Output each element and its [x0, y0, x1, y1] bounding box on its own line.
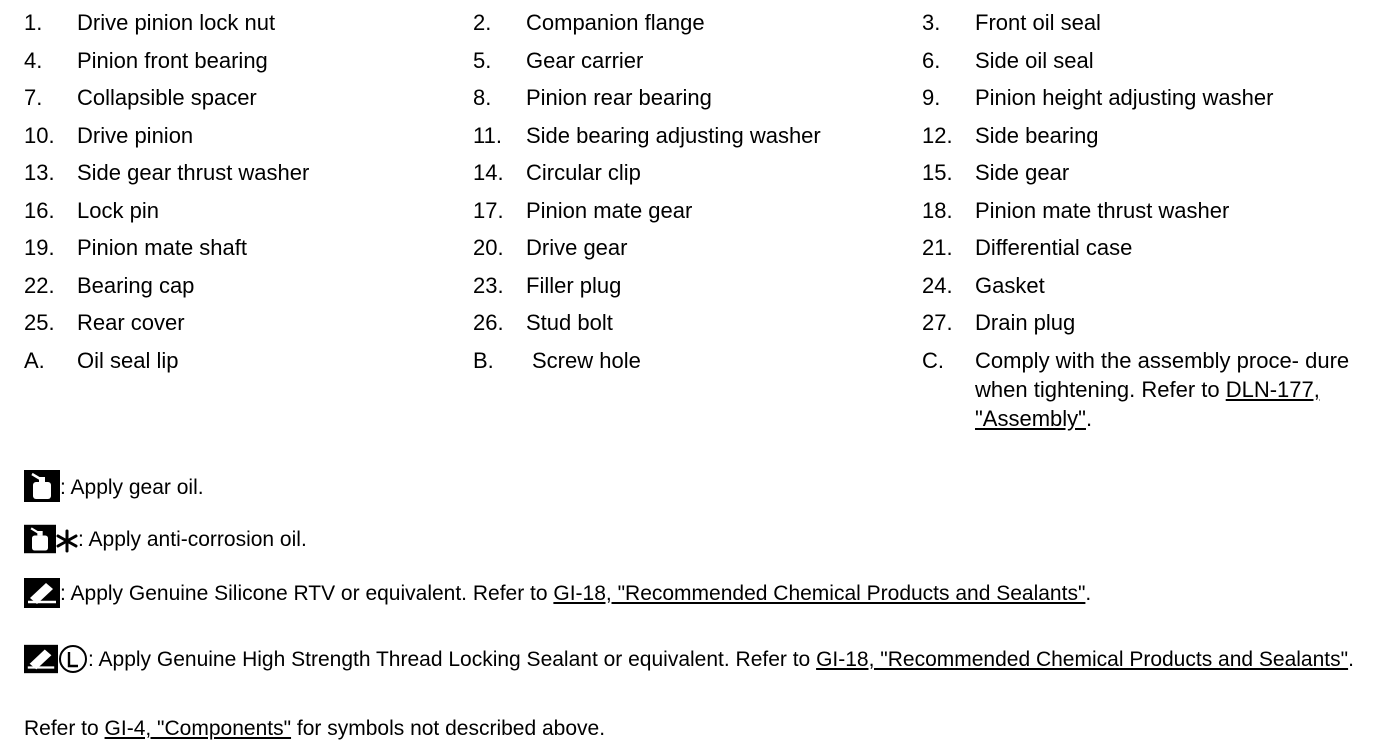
part-item	[473, 271, 922, 300]
part-number: 23.	[473, 272, 504, 298]
part-number: 6.	[922, 47, 941, 73]
part-name: Drive pinion lock nut	[77, 10, 276, 35]
note-label: Screw hole	[532, 347, 641, 373]
note-c-text	[975, 346, 1364, 433]
part-name: Filler plug	[526, 272, 622, 298]
sealants-link[interactable]: GI-18, "Recommended Chemical Products and Sealants"	[553, 582, 1086, 605]
part-item	[24, 308, 473, 337]
part-name: Pinion mate thrust washer	[975, 197, 1230, 223]
part-item	[24, 46, 473, 75]
legend-tail: .	[1085, 582, 1092, 605]
assembly-link[interactable]: DLN-177, "Assembly"	[975, 376, 1320, 431]
part-number: 5.	[473, 47, 492, 73]
part-number: 16.	[24, 197, 55, 223]
circled-l-icon	[58, 644, 88, 674]
part-name: Lock pin	[77, 197, 159, 223]
parts-row	[24, 308, 1364, 346]
part-item	[24, 121, 473, 150]
part-number: 24.	[922, 272, 953, 298]
part-name: Pinion mate gear	[526, 197, 693, 223]
part-item	[24, 158, 473, 187]
part-number: 12.	[922, 122, 953, 148]
part-number: 4.	[24, 47, 43, 73]
legend-text: : Apply anti-corrosion oil.	[78, 528, 307, 551]
components-link[interactable]: GI-4, "Components"	[104, 717, 292, 740]
part-name: Drive gear	[526, 235, 628, 260]
part-item	[24, 233, 473, 262]
part-item	[922, 46, 1364, 75]
note-a	[24, 346, 473, 375]
sealant-tube-icon	[24, 644, 58, 674]
part-item	[922, 308, 1364, 337]
part-name: Differential case	[975, 235, 1133, 260]
legend-rtv	[24, 578, 1091, 608]
part-item	[24, 271, 473, 300]
part-name: Gasket	[975, 272, 1045, 298]
part-number: 20.	[473, 235, 504, 260]
part-name: Side gear	[975, 160, 1070, 185]
part-name: Pinion front bearing	[77, 47, 268, 73]
legend-anticorrosion	[24, 524, 307, 554]
part-item	[24, 196, 473, 225]
part-name: Circular clip	[526, 160, 641, 185]
part-number: 10.	[24, 122, 55, 148]
part-item	[922, 8, 1364, 37]
part-number: 2.	[473, 10, 492, 35]
part-number: 14.	[473, 160, 504, 185]
part-number: 18.	[922, 197, 953, 223]
legend-gear-oil	[24, 470, 204, 502]
part-name: Bearing cap	[77, 272, 195, 298]
part-item	[473, 196, 922, 225]
legend-text: : Apply Genuine Silicone RTV or equivalent. Refer to	[60, 582, 554, 605]
parts-row	[24, 271, 1364, 309]
part-number: 26.	[473, 310, 504, 335]
asterisk-icon	[56, 528, 78, 554]
part-name: Front oil seal	[975, 10, 1101, 35]
part-name: Rear cover	[77, 310, 185, 335]
reference-prefix: Refer to	[24, 717, 105, 740]
parts-row	[24, 46, 1364, 84]
parts-list	[24, 8, 1364, 433]
legend-text: : Apply Genuine High Strength Thread Locking Sealant or equivalent. Refer to	[88, 648, 817, 671]
part-name: Drive pinion	[77, 122, 194, 148]
part-number: 15.	[922, 160, 953, 185]
sealants-link[interactable]: GI-18, "Recommended Chemical Products and Sealants"	[816, 648, 1349, 671]
part-number: 25.	[24, 310, 55, 335]
part-name: Pinion rear bearing	[526, 85, 712, 110]
parts-row	[24, 158, 1364, 196]
part-name: Side gear thrust washer	[77, 160, 310, 185]
part-name: Pinion mate shaft	[77, 235, 247, 260]
part-number: 19.	[24, 235, 55, 260]
part-name: Drain plug	[975, 310, 1076, 335]
reference-suffix: for symbols not described above.	[291, 717, 606, 740]
oil-can-icon	[24, 524, 56, 554]
parts-row	[24, 233, 1364, 271]
part-name: Companion flange	[526, 10, 705, 35]
notes-row	[24, 346, 1364, 433]
part-name: Collapsible spacer	[77, 85, 257, 110]
note-letter: C.	[922, 347, 944, 373]
note-b	[473, 346, 922, 375]
parts-row	[24, 8, 1364, 46]
parts-row	[24, 196, 1364, 234]
part-item	[473, 46, 922, 75]
part-name: Side bearing adjusting washer	[526, 122, 821, 148]
part-number: 1.	[24, 10, 43, 35]
part-number: 3.	[922, 10, 941, 35]
part-item	[922, 83, 1364, 112]
part-name: Pinion height adjusting washer	[975, 85, 1274, 110]
part-number: 7.	[24, 85, 43, 110]
note-tail: .	[1085, 405, 1093, 431]
part-item	[922, 121, 1364, 150]
note-label: Comply with the assembly proce- dure when tightening. Refer to	[975, 347, 1350, 402]
part-item	[473, 121, 922, 150]
components-reference	[24, 714, 605, 743]
part-number: 9.	[922, 85, 941, 110]
part-name: Gear carrier	[526, 47, 644, 73]
parts-row	[24, 83, 1364, 121]
part-name: Side bearing	[975, 122, 1099, 148]
part-number: 8.	[473, 85, 492, 110]
part-name: Side oil seal	[975, 47, 1094, 73]
part-number: 11.	[473, 122, 502, 148]
part-item	[922, 158, 1364, 187]
note-label: Oil seal lip	[77, 347, 179, 373]
oil-can-icon	[24, 470, 60, 502]
part-item	[24, 83, 473, 112]
part-number: 13.	[24, 160, 55, 185]
legend-tail: .	[1348, 648, 1354, 671]
part-item	[922, 196, 1364, 225]
legend-text: : Apply gear oil.	[60, 476, 204, 499]
parts-row	[24, 121, 1364, 159]
sealant-tube-icon	[24, 578, 60, 608]
part-item	[922, 233, 1364, 262]
part-item	[473, 83, 922, 112]
part-number: 17.	[473, 197, 504, 223]
part-item	[473, 233, 922, 262]
part-item	[473, 8, 922, 37]
note-letter: B.	[473, 347, 494, 373]
note-letter: A.	[24, 347, 45, 373]
part-item	[473, 158, 922, 187]
part-item	[922, 271, 1364, 300]
part-item	[473, 308, 922, 337]
part-item	[24, 8, 473, 37]
part-number: 27.	[922, 310, 953, 335]
legend-thread-locking	[24, 644, 1354, 674]
part-name: Stud bolt	[526, 310, 613, 335]
part-number: 22.	[24, 272, 55, 298]
part-number: 21.	[922, 235, 953, 260]
note-c	[922, 346, 1364, 433]
